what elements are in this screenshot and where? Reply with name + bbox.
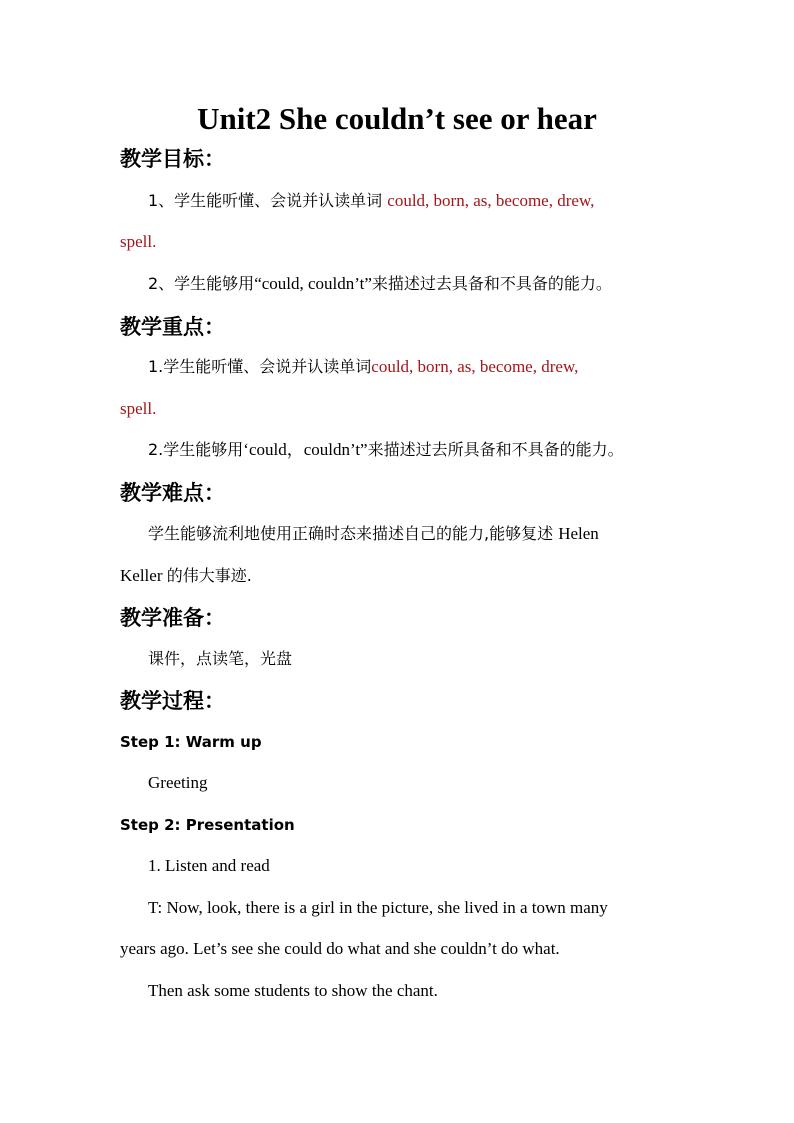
difficulties-line-2 [120, 564, 252, 588]
difficulties-line-2-cn: 的伟大事迹. [166, 566, 252, 585]
objectives-heading: 教学目标： [120, 146, 225, 171]
key-point-item-1-text: 1.学生能听懂、会说并认读单词 [148, 357, 372, 376]
preparation-text: 课件，点读笔，光盘 [148, 649, 293, 668]
process-heading: 教学过程： [120, 688, 225, 713]
step-2-item-1: 1. Listen and read [148, 856, 270, 875]
key-point-item-1-words: could, born, as, become, drew, [371, 357, 579, 376]
objective-item-1-cont [120, 230, 156, 254]
page-title: Unit2 She couldn’t see or hear [197, 101, 597, 136]
difficulties-line-2-en: Keller [120, 566, 167, 585]
objective-item-1-words: could, born, as, become, drew, [387, 191, 595, 210]
key-point-item-2-en: ‘could，couldn’t” [243, 440, 368, 459]
objective-item-2-pre: 2、学生能够用 [148, 274, 255, 293]
key-point-item-1 [148, 355, 578, 379]
key-point-item-2-pre: 2.学生能够用 [148, 440, 244, 459]
key-point-item-2 [148, 438, 624, 462]
key-points-heading: 教学重点： [120, 314, 225, 339]
difficulties-heading: 教学难点： [120, 480, 225, 505]
objective-item-1 [148, 189, 594, 213]
step-1-heading: Step 1: Warm up [120, 733, 262, 751]
key-point-item-2-post: 来描述过去所具备和不具备的能力。 [367, 440, 624, 459]
step-1-item: Greeting [148, 773, 208, 792]
difficulties-line-1-en: Helen [558, 524, 599, 543]
step-2-paragraph-line-2: years ago. Let’s see she could do what and she couldn’t do what. [120, 939, 560, 958]
difficulties-line-1 [148, 522, 599, 546]
key-point-item-1-cont [120, 397, 156, 421]
objective-item-2 [148, 272, 612, 296]
step-2-paragraph-line-3: Then ask some students to show the chant. [148, 981, 438, 1000]
difficulties-line-1-cn: 学生能够流利地使用正确时态来描述自己的能力,能够复述 [148, 524, 559, 543]
objective-item-2-en: “could, couldn’t” [254, 274, 372, 293]
objective-item-2-post: 来描述过去具备和不具备的能力。 [371, 274, 612, 293]
preparation-heading: 教学准备： [120, 605, 225, 630]
step-2-paragraph-line-1: T: Now, look, there is a girl in the picture, she lived in a town many [148, 898, 608, 917]
objective-item-1-words-cont: spell. [120, 232, 157, 251]
objective-item-1-text: 1、学生能听懂、会说并认读单词 [148, 191, 388, 210]
key-point-item-1-words-cont: spell. [120, 399, 157, 418]
step-2-heading: Step 2: Presentation [120, 816, 295, 834]
